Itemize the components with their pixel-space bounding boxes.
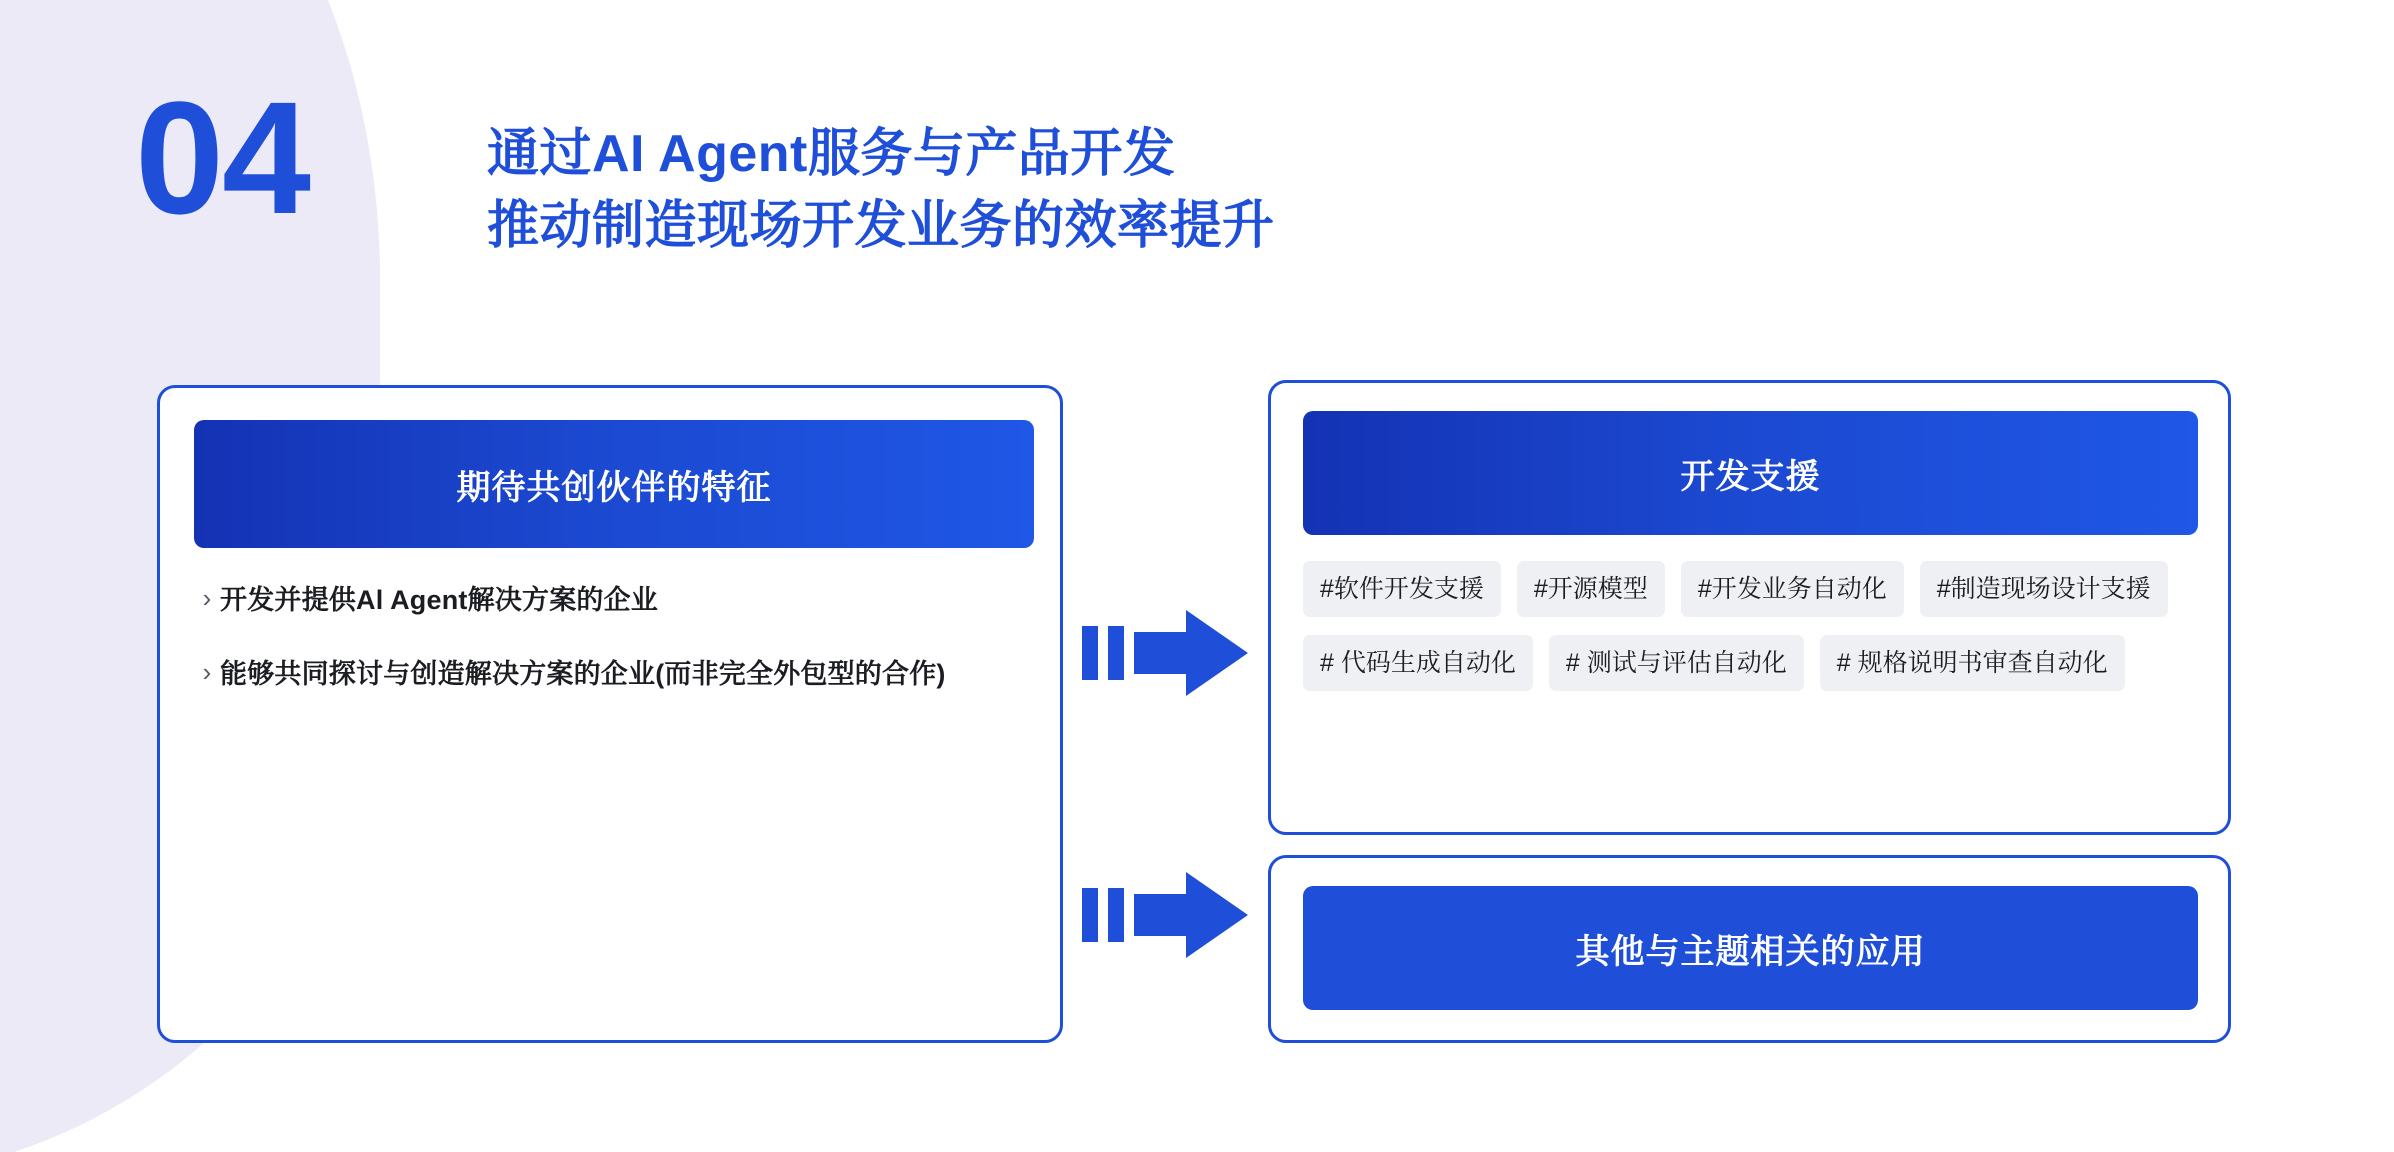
development-support-panel xyxy=(1268,380,2231,835)
tag-chip: # 测试与评估自动化 xyxy=(1549,635,1804,691)
partner-traits-list xyxy=(194,578,1034,726)
development-support-tag-list xyxy=(1303,561,2203,691)
tag-chip: # 代码生成自动化 xyxy=(1303,635,1533,691)
list-item-label: 开发并提供Al Agent解决方案的企业 xyxy=(220,585,658,615)
chevron-right-icon: › xyxy=(202,657,212,687)
tag-chip: #开源模型 xyxy=(1517,561,1665,617)
title-line-1: 通过AI Agent服务与产品开发 xyxy=(487,125,1176,183)
list-item-label: 能够共同探讨与创造解决方案的企业(而非完全外包型的合作) xyxy=(220,659,946,689)
list-item xyxy=(194,578,1034,622)
tag-chip: #软件开发支援 xyxy=(1303,561,1501,617)
slide-header xyxy=(0,0,2394,360)
other-applications-panel xyxy=(1268,855,2231,1043)
tag-chip: #制造现场设计支援 xyxy=(1920,561,2168,617)
title-line-2: 推动制造现场开发业务的效率提升 xyxy=(487,197,1275,255)
arrow-head xyxy=(1186,610,1248,696)
arrow-bar-1 xyxy=(1082,626,1098,680)
arrow-to-other-applications-icon xyxy=(1082,872,1252,958)
development-support-header: 开发支援 xyxy=(1303,411,2198,535)
page-title xyxy=(487,118,1275,262)
arrow-bar-2 xyxy=(1108,888,1124,942)
chevron-right-icon: › xyxy=(202,583,212,613)
list-item xyxy=(194,652,1034,696)
tag-chip: #开发业务自动化 xyxy=(1681,561,1904,617)
partner-traits-header: 期待共创伙伴的特征 xyxy=(194,420,1034,548)
section-number: 04 xyxy=(135,68,309,247)
partner-traits-panel xyxy=(157,385,1063,1043)
arrow-shaft xyxy=(1134,894,1192,936)
arrow-to-development-support-icon xyxy=(1082,610,1252,696)
tag-chip: # 规格说明书审查自动化 xyxy=(1820,635,2125,691)
other-applications-header: 其他与主题相关的应用 xyxy=(1303,886,2198,1010)
arrow-bar-1 xyxy=(1082,888,1098,942)
arrow-shaft xyxy=(1134,632,1192,674)
arrow-bar-2 xyxy=(1108,626,1124,680)
arrow-head xyxy=(1186,872,1248,958)
